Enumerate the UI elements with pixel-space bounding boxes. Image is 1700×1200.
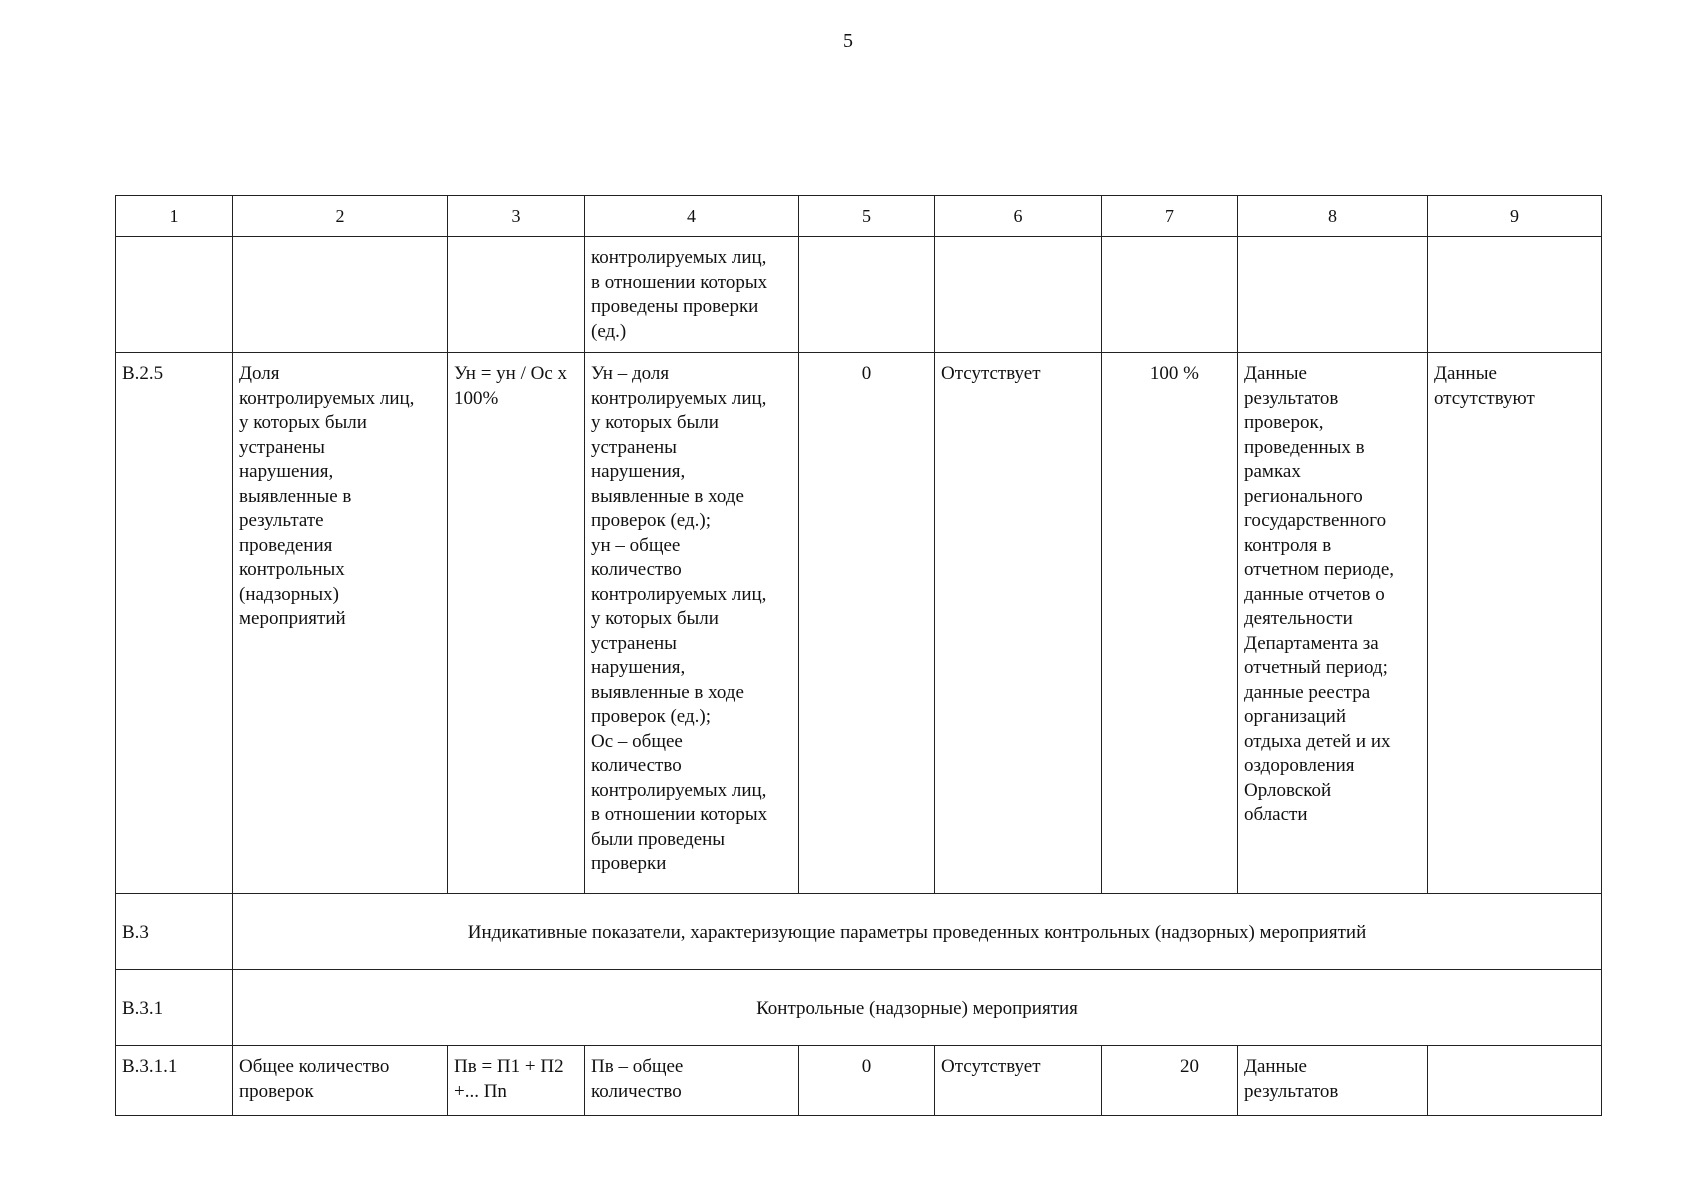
note-cell [1428, 1046, 1602, 1116]
code-cell: В.3 [116, 894, 233, 970]
code-cell: В.3.1.1 [116, 1046, 233, 1116]
table-row-b3 [116, 894, 1602, 970]
table-cell [1238, 237, 1428, 353]
table-cell [799, 237, 935, 353]
value-cell: Отсутствует [935, 1046, 1102, 1116]
description-cell: контролируемых лиц, в отношении которых проведены проверки (ед.) [585, 237, 799, 353]
source-cell: Данные результатов [1238, 1046, 1428, 1116]
table-cell [448, 237, 585, 353]
description-cell: Ун – доля контролируемых лиц, у которых были устранены нарушения, выявленные в ходе проверок (ед.); ун – общее количество контролируемых лиц, у которых были устранены нарушения, выявленные в ходе проверок (ед.); Ос – общее количество контролируемых лиц, в отношении которых были проведены проверки [585, 353, 799, 894]
table-row-b25 [116, 353, 1602, 894]
table-row-continuation [116, 237, 1602, 353]
header-cell: 5 [799, 196, 935, 237]
table-cell [935, 237, 1102, 353]
header-row [116, 196, 1602, 237]
table-cell [233, 237, 448, 353]
description-cell: Пв – общее количество [585, 1046, 799, 1116]
code-cell: В.2.5 [116, 353, 233, 894]
formula-cell: Ун = ун / Ос х 100% [448, 353, 585, 894]
section-title-cell: Контрольные (надзорные) мероприятия [233, 970, 1602, 1046]
value-cell: 0 [799, 1046, 935, 1116]
formula-cell: Пв = П1 + П2 +... Пn [448, 1046, 585, 1116]
header-cell: 8 [1238, 196, 1428, 237]
header-cell: 2 [233, 196, 448, 237]
table-cell [1428, 237, 1602, 353]
header-cell: 6 [935, 196, 1102, 237]
indicator-name-cell: Доля контролируемых лиц, у которых были устранены нарушения, выявленные в результате проведения контрольных (надзорных) мероприятий [233, 353, 448, 894]
code-cell: В.3.1 [116, 970, 233, 1046]
header-cell: 3 [448, 196, 585, 237]
section-title-cell: Индикативные показатели, характеризующие параметры проведенных контрольных (надзорных) мероприятий [233, 894, 1602, 970]
value-cell: 0 [799, 353, 935, 894]
note-cell: Данные отсутствуют [1428, 353, 1602, 894]
table-row-b31 [116, 970, 1602, 1046]
page-number: 5 [843, 30, 853, 52]
header-cell: 7 [1102, 196, 1238, 237]
header-cell: 9 [1428, 196, 1602, 237]
table-cell [116, 237, 233, 353]
table-cell [1102, 237, 1238, 353]
target-value-cell: 100 % [1102, 353, 1238, 894]
header-cell: 1 [116, 196, 233, 237]
indicator-name-cell: Общее количество проверок [233, 1046, 448, 1116]
indicators-table [115, 195, 1602, 1116]
table-row-b311 [116, 1046, 1602, 1116]
header-cell: 4 [585, 196, 799, 237]
source-cell: Данные результатов проверок, проведенных в рамках регионального государственного контроля в отчетном периоде, данные отчетов о деятельности Департамента за отчетный период; данные реестра организаций отдыха детей и их оздоровления Орловской области [1238, 353, 1428, 894]
value-cell: Отсутствует [935, 353, 1102, 894]
target-value-cell: 20 [1102, 1046, 1238, 1116]
